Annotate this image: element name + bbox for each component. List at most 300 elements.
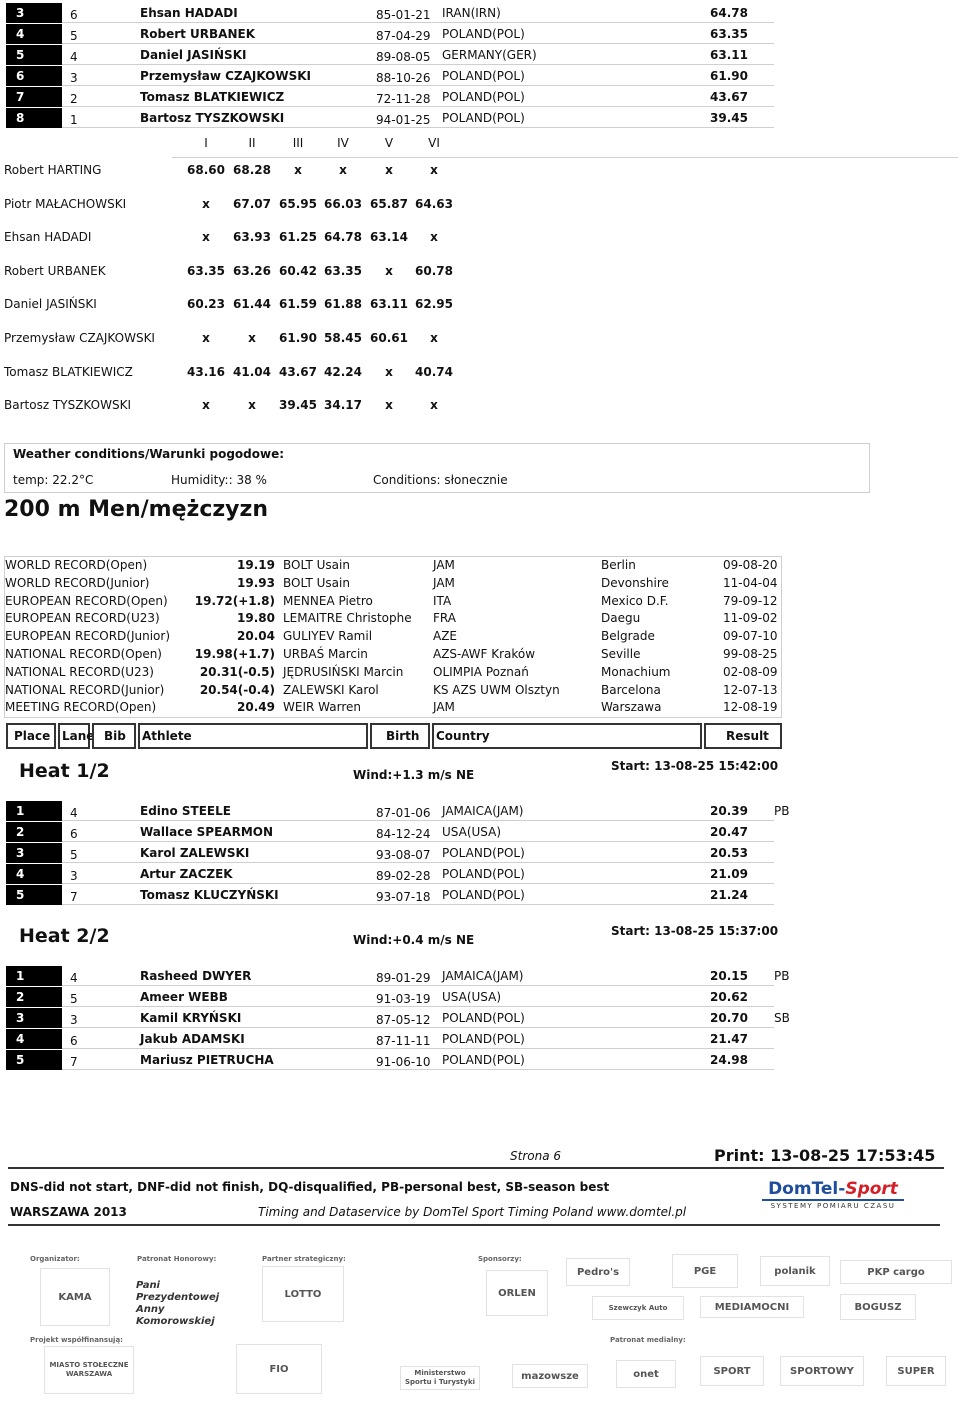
record-place: Mexico D.F. — [601, 593, 669, 608]
sponsor-logo: MIASTO STOŁECZNE WARSZAWA — [44, 1346, 134, 1394]
attempt-value: 63.14 — [370, 230, 408, 245]
patron-caption: Patronat Honorowy: — [137, 1255, 217, 1263]
attempt-value: 61.90 — [279, 331, 317, 345]
record-place: Berlin — [601, 558, 636, 572]
lane-cell: 6 — [70, 826, 78, 841]
column-header-athlete: Athlete — [138, 723, 368, 749]
result-cell: 20.15 — [710, 969, 748, 983]
record-country: KS AZS UWM Olsztyn — [433, 682, 560, 697]
record-value: 20.49 — [237, 700, 275, 715]
place-cell: 1 — [6, 801, 62, 821]
birth-date: 87-04-29 — [376, 28, 431, 43]
attempt-value: x — [430, 331, 438, 345]
attempt-value: x — [385, 163, 393, 177]
record-country: AZS-AWF Kraków — [433, 646, 536, 661]
column-header-result: Result — [704, 723, 782, 749]
table-row — [6, 45, 774, 65]
record-row — [5, 628, 781, 646]
record-athlete: BOLT Usain — [283, 558, 350, 572]
table-row — [6, 66, 774, 86]
lane-cell: 5 — [70, 28, 78, 43]
attempt-value: 63.11 — [370, 297, 408, 312]
record-row — [5, 682, 781, 700]
attempt-value: 61.25 — [279, 230, 317, 245]
attempt-value: x — [202, 230, 210, 245]
record-value: 19.80 — [237, 611, 275, 626]
record-name: NATIONAL RECORD(U23) — [5, 664, 154, 679]
attempt-value: 62.95 — [415, 297, 453, 312]
attempt-value: 39.45 — [279, 398, 317, 413]
record-value: 20.04 — [237, 629, 275, 644]
record-row — [5, 593, 781, 611]
birth-date: 93-07-18 — [376, 889, 431, 904]
record-athlete: BOLT Usain — [283, 575, 350, 590]
birth-date: 72-11-28 — [376, 91, 431, 106]
domtel-logo-accent: Sport — [845, 1179, 898, 1199]
sponsor-logo: onet — [616, 1360, 676, 1388]
place-cell: 5 — [6, 45, 62, 65]
place-cell: 3 — [6, 843, 62, 863]
athlete-name: Robert URBANEK — [140, 26, 256, 41]
table-row — [6, 864, 774, 884]
records-table — [4, 556, 782, 718]
domtel-logo — [758, 1180, 908, 1210]
table-row — [6, 1008, 790, 1028]
place-cell: 3 — [6, 1008, 62, 1028]
birth-date: 85-01-21 — [376, 8, 431, 22]
record-date: 09-08-20 — [723, 558, 778, 572]
footer-rule-top — [8, 1167, 944, 1169]
note-cell: PB — [774, 804, 790, 818]
athlete-name: Ehsan HADADI — [140, 6, 238, 20]
column-header-country: Country — [432, 723, 702, 749]
athlete-name: Bartosz TYSZKOWSKI — [140, 110, 285, 125]
record-value: 20.54(-0.4) — [199, 682, 275, 697]
table-row — [6, 822, 774, 842]
attempt-row — [4, 395, 464, 415]
sponsor-logo: KAMA — [40, 1268, 110, 1326]
weather-humidity: Humidity:: 38 % — [171, 473, 267, 487]
cofinance-caption: Projekt współfinansują: — [30, 1336, 123, 1344]
attempt-value: 43.67 — [279, 364, 317, 379]
partner-caption: Partner strategiczny: — [262, 1255, 346, 1263]
attempt-value: 68.28 — [233, 163, 271, 177]
patron-text: Pani Prezydentowej Anny Komorowskiej — [136, 1280, 220, 1327]
heat-2-start: Start: 13-08-25 15:37:00 — [611, 924, 779, 938]
event-title: 200 m Men/mężczyzn — [4, 497, 268, 522]
country-cell: POLAND(POL) — [442, 26, 525, 41]
attempt-value: x — [430, 163, 438, 177]
athlete-name: Rasheed DWYER — [140, 969, 252, 983]
attempt-header: V — [384, 136, 394, 150]
attempt-value: x — [385, 398, 393, 413]
place-cell: 7 — [6, 87, 62, 107]
lane-cell: 5 — [70, 991, 78, 1006]
attempt-value: 68.60 — [187, 163, 225, 177]
country-cell: POLAND(POL) — [442, 866, 525, 881]
lane-cell: 6 — [70, 8, 78, 22]
record-country: JAM — [433, 558, 455, 572]
heat-2-title: Heat 2/2 — [19, 925, 110, 947]
sponsor-logo: Szewczyk Auto — [592, 1296, 684, 1320]
birth-date: 87-01-06 — [376, 806, 431, 820]
athlete-name: Daniel JASIŃSKI — [140, 47, 247, 62]
table-row — [6, 885, 774, 905]
result-cell: 24.98 — [710, 1052, 748, 1067]
table-row — [6, 1029, 774, 1049]
table-row — [6, 801, 790, 821]
country-cell: POLAND(POL) — [442, 110, 525, 125]
attempt-value: 65.95 — [279, 196, 317, 211]
lane-cell: 2 — [70, 91, 78, 106]
athlete-name: Jakub ADAMSKI — [140, 1031, 245, 1046]
record-place: Monachium — [601, 664, 671, 679]
attempt-value: 40.74 — [415, 364, 453, 379]
sponsor-logo: SPORT — [700, 1356, 764, 1386]
domtel-logo-main: DomTel- — [768, 1179, 846, 1199]
attempt-value: 58.45 — [324, 331, 362, 345]
result-cell: 20.47 — [710, 824, 748, 839]
footer-timing: Timing and Dataservice by DomTel Sport Timing Poland www.domtel.pl — [258, 1205, 687, 1219]
birth-date: 93-08-07 — [376, 847, 431, 862]
attempt-header: III — [292, 136, 304, 150]
weather-temp: temp: 22.2°C — [13, 473, 94, 487]
place-cell: 4 — [6, 864, 62, 884]
record-value: 19.93 — [237, 575, 275, 590]
attempt-value: 43.16 — [187, 364, 225, 379]
record-name: EUROPEAN RECORD(Junior) — [5, 629, 171, 644]
athlete-name: Ameer WEBB — [140, 989, 228, 1004]
column-header-bib: Bib — [92, 723, 136, 749]
record-date: 12-07-13 — [723, 682, 778, 697]
birth-date: 89-08-05 — [376, 49, 431, 64]
result-cell: 21.47 — [710, 1031, 748, 1046]
table-row — [6, 843, 774, 863]
table-row — [6, 24, 774, 44]
heat-1-start: Start: 13-08-25 15:42:00 — [611, 759, 779, 773]
athlete-name: Mariusz PIETRUCHA — [140, 1052, 274, 1067]
lane-cell: 7 — [70, 889, 78, 904]
attempt-value: 61.59 — [279, 297, 317, 312]
attempt-athlete: Przemysław CZAJKOWSKI — [4, 331, 155, 345]
country-cell: POLAND(POL) — [442, 1031, 525, 1046]
weather-box — [4, 443, 870, 493]
result-cell: 61.90 — [710, 68, 748, 83]
footer-legend: DNS-did not start, DNF-did not finish, DQ-disqualified, PB-personal best, SB-season best — [10, 1180, 610, 1194]
record-country: ITA — [433, 593, 452, 608]
heat-1-wind: Wind:+1.3 m/s NE — [353, 768, 475, 782]
sponsor-logo: polanik — [760, 1256, 830, 1286]
table-row — [6, 966, 790, 986]
sponsor-logo: SPORTOWY — [780, 1356, 864, 1386]
sponsor-logo: Ministerstwo Sportu i Turystyki — [400, 1366, 480, 1390]
record-athlete: WEIR Warren — [283, 700, 361, 715]
attempt-header: I — [204, 136, 208, 150]
record-row — [5, 699, 781, 717]
footer-rule-bottom — [8, 1224, 940, 1226]
heat-1-title: Heat 1/2 — [19, 760, 110, 782]
place-cell: 8 — [6, 108, 62, 128]
lane-cell: 6 — [70, 1033, 78, 1048]
attempt-value: 61.88 — [324, 297, 362, 312]
attempt-value: 61.44 — [233, 297, 271, 312]
attempt-athlete: Ehsan HADADI — [4, 230, 92, 245]
footer-city: WARSZAWA 2013 — [10, 1205, 127, 1219]
attempt-header: II — [248, 136, 256, 150]
record-place: Seville — [601, 646, 641, 661]
attempt-value: x — [430, 398, 438, 413]
table-row — [6, 108, 774, 128]
attempt-row — [4, 227, 464, 247]
record-name: NATIONAL RECORD(Junior) — [5, 682, 165, 697]
place-cell: 5 — [6, 885, 62, 905]
sponsor-logo: MEDIAMOCNI — [700, 1296, 804, 1318]
column-header-birth: Birth — [370, 723, 430, 749]
record-place: Warszawa — [601, 700, 662, 715]
record-athlete: URBAŚ Marcin — [283, 646, 368, 661]
page-number: Strona 6 — [510, 1149, 562, 1163]
record-date: 12-08-19 — [723, 700, 778, 715]
record-athlete: ZALEWSKI Karol — [283, 682, 379, 697]
print-timestamp: Print: 13-08-25 17:53:45 — [714, 1146, 936, 1165]
record-country: AZE — [433, 629, 458, 644]
record-row — [5, 557, 781, 575]
attempt-value: x — [248, 398, 256, 413]
record-value: 19.72(+1.8) — [194, 593, 275, 608]
record-row — [5, 575, 781, 593]
attempt-value: x — [248, 331, 256, 345]
sponsor-logo: Pedro's — [566, 1258, 630, 1286]
athlete-name: Tomasz BLATKIEWICZ — [140, 89, 285, 104]
attempt-value: 60.78 — [415, 263, 453, 278]
result-cell: 43.67 — [710, 89, 748, 104]
attempt-header-rule — [172, 157, 958, 158]
record-date: 79-09-12 — [723, 593, 778, 608]
lane-cell: 4 — [70, 971, 78, 985]
result-cell: 20.53 — [710, 845, 748, 860]
record-date: 99-08-25 — [723, 646, 778, 661]
country-cell: IRAN(IRN) — [442, 6, 501, 20]
lane-cell: 5 — [70, 847, 78, 862]
birth-date: 87-11-11 — [376, 1033, 431, 1048]
result-cell: 20.70 — [710, 1010, 748, 1025]
lane-cell: 3 — [70, 70, 78, 85]
place-cell: 4 — [6, 24, 62, 44]
sponsor-logo: ORLEN — [486, 1270, 548, 1316]
attempt-row — [4, 160, 464, 180]
record-date: 09-07-10 — [723, 629, 778, 644]
attempt-value: x — [202, 398, 210, 413]
attempt-athlete: Tomasz BLATKIEWICZ — [4, 364, 133, 379]
attempt-value: 63.35 — [324, 263, 362, 278]
record-name: NATIONAL RECORD(Open) — [5, 646, 162, 661]
record-name: MEETING RECORD(Open) — [5, 700, 157, 715]
result-cell: 20.39 — [710, 804, 748, 818]
attempt-row — [4, 362, 464, 382]
country-cell: POLAND(POL) — [442, 845, 525, 860]
lane-cell: 4 — [70, 806, 78, 820]
lane-cell: 4 — [70, 49, 78, 64]
birth-date: 94-01-25 — [376, 112, 431, 127]
attempt-value: 67.07 — [233, 196, 271, 211]
column-header-lane: Lane — [58, 723, 90, 749]
place-cell: 2 — [6, 987, 62, 1007]
weather-title: Weather conditions/Warunki pogodowe: — [13, 447, 285, 461]
sponsor-logo: PKP cargo — [840, 1260, 952, 1284]
athlete-name: Karol ZALEWSKI — [140, 845, 250, 860]
sponsor-logo: PGE — [672, 1254, 738, 1288]
country-cell: POLAND(POL) — [442, 89, 525, 104]
attempt-value: 64.78 — [324, 230, 362, 245]
record-name: EUROPEAN RECORD(Open) — [5, 593, 168, 608]
place-cell: 3 — [6, 3, 62, 23]
birth-date: 91-06-10 — [376, 1054, 431, 1069]
attempt-value: 60.23 — [187, 297, 225, 312]
country-cell: POLAND(POL) — [442, 1052, 525, 1067]
attempt-value: 65.87 — [370, 196, 408, 211]
lane-cell: 1 — [70, 112, 78, 127]
attempt-value: x — [385, 364, 393, 379]
birth-date: 91-03-19 — [376, 991, 431, 1006]
country-cell: USA(USA) — [442, 824, 502, 839]
attempt-value: 64.63 — [415, 196, 453, 211]
result-cell: 63.35 — [710, 26, 748, 41]
record-value: 20.31(-0.5) — [199, 664, 275, 679]
result-cell: 63.11 — [710, 47, 748, 62]
weather-conditions: Conditions: słonecznie — [373, 473, 508, 487]
attempt-header: IV — [337, 136, 349, 150]
heat-2-wind: Wind:+0.4 m/s NE — [353, 933, 475, 947]
country-cell: GERMANY(GER) — [442, 47, 537, 62]
attempt-value: x — [202, 331, 210, 345]
record-country: JAM — [433, 700, 455, 715]
attempt-athlete: Robert HARTING — [4, 163, 102, 177]
sponsors-caption: Sponsorzy: — [478, 1255, 522, 1263]
athlete-name: Przemysław CZAJKOWSKI — [140, 68, 311, 83]
attempt-value: 66.03 — [324, 196, 362, 211]
attempt-value: 63.35 — [187, 263, 225, 278]
attempt-value: 63.93 — [233, 230, 271, 245]
place-cell: 4 — [6, 1029, 62, 1049]
athlete-name: Kamil KRYŃSKI — [140, 1010, 242, 1025]
attempt-value: 34.17 — [324, 398, 362, 413]
record-value: 19.19 — [237, 558, 275, 572]
record-place: Barcelona — [601, 682, 661, 697]
attempt-value: x — [202, 196, 210, 211]
sponsor-logo: LOTTO — [262, 1266, 344, 1322]
attempt-row — [4, 294, 464, 314]
sponsor-logo: BOGUSZ — [840, 1294, 916, 1320]
attempt-row — [4, 261, 464, 281]
attempt-row — [4, 194, 464, 214]
result-cell: 21.24 — [710, 887, 748, 902]
record-athlete: JĘDRUSIŃSKI Marcin — [283, 664, 404, 679]
attempt-value: x — [430, 230, 438, 245]
attempt-value: 60.61 — [370, 331, 408, 345]
birth-date: 84-12-24 — [376, 826, 431, 841]
record-name: WORLD RECORD(Open) — [5, 558, 148, 572]
record-country: FRA — [433, 611, 456, 626]
record-athlete: LEMAITRE Christophe — [283, 611, 412, 626]
lane-cell: 3 — [70, 868, 78, 883]
record-date: 02-08-09 — [723, 664, 778, 679]
country-cell: POLAND(POL) — [442, 887, 525, 902]
organizer-caption: Organizator: — [30, 1255, 80, 1263]
lane-cell: 7 — [70, 1054, 78, 1069]
place-cell: 2 — [6, 822, 62, 842]
country-cell: POLAND(POL) — [442, 1010, 525, 1025]
attempt-value: 41.04 — [233, 364, 271, 379]
attempt-athlete: Daniel JASIŃSKI — [4, 297, 97, 312]
record-athlete: GULIYEV Ramil — [283, 629, 373, 644]
record-place: Devonshire — [601, 575, 669, 590]
sponsor-logo: mazowsze — [512, 1364, 588, 1388]
domtel-logo-sub: SYSTEMY POMIARU CZASU — [770, 1202, 896, 1210]
place-cell: 6 — [6, 66, 62, 86]
attempt-row — [4, 328, 464, 348]
place-cell: 5 — [6, 1050, 62, 1070]
record-place: Daegu — [601, 611, 641, 626]
place-cell: 1 — [6, 966, 62, 986]
record-row — [5, 664, 781, 682]
athlete-name: Tomasz KLUCZYŃSKI — [140, 887, 279, 902]
country-cell: USA(USA) — [442, 989, 502, 1004]
column-header-place: Place — [6, 723, 56, 749]
record-country: OLIMPIA Poznań — [433, 664, 529, 679]
attempt-athlete: Bartosz TYSZKOWSKI — [4, 398, 131, 413]
athlete-name: Wallace SPEARMON — [140, 824, 274, 839]
record-name: WORLD RECORD(Junior) — [5, 575, 150, 590]
attempt-header: VI — [428, 136, 440, 150]
table-row — [6, 1050, 774, 1070]
country-cell: JAMAICA(JAM) — [442, 969, 524, 983]
attempt-athlete: Piotr MAŁACHOWSKI — [4, 196, 127, 211]
sponsor-logo: SUPER — [886, 1356, 946, 1386]
result-cell: 20.62 — [710, 989, 748, 1004]
record-value: 19.98(+1.7) — [194, 646, 275, 661]
country-cell: JAMAICA(JAM) — [442, 804, 524, 818]
table-row — [6, 3, 774, 23]
result-cell: 39.45 — [710, 110, 748, 125]
attempt-value: 42.24 — [324, 364, 362, 379]
attempt-value: 60.42 — [279, 263, 317, 278]
record-date: 11-04-04 — [723, 575, 778, 590]
note-cell: PB — [774, 969, 790, 983]
record-country: JAM — [433, 575, 455, 590]
table-row — [6, 987, 774, 1007]
birth-date: 88-10-26 — [376, 70, 431, 85]
record-date: 11-09-02 — [723, 611, 778, 626]
attempt-value: x — [385, 263, 393, 278]
attempt-athlete: Robert URBANEK — [4, 263, 106, 278]
birth-date: 87-05-12 — [376, 1012, 431, 1027]
record-row — [5, 610, 781, 628]
note-cell: SB — [774, 1010, 790, 1025]
record-athlete: MENNEA Pietro — [283, 593, 373, 608]
record-place: Belgrade — [601, 629, 655, 644]
result-cell: 64.78 — [710, 6, 748, 20]
attempt-value: x — [339, 163, 347, 177]
table-row — [6, 87, 774, 107]
attempt-value: x — [294, 163, 302, 177]
record-row — [5, 646, 781, 664]
athlete-name: Artur ZACZEK — [140, 866, 233, 881]
sponsor-logo: FIO — [236, 1344, 322, 1394]
birth-date: 89-01-29 — [376, 971, 431, 985]
country-cell: POLAND(POL) — [442, 68, 525, 83]
attempt-value: 63.26 — [233, 263, 271, 278]
result-cell: 21.09 — [710, 866, 748, 881]
